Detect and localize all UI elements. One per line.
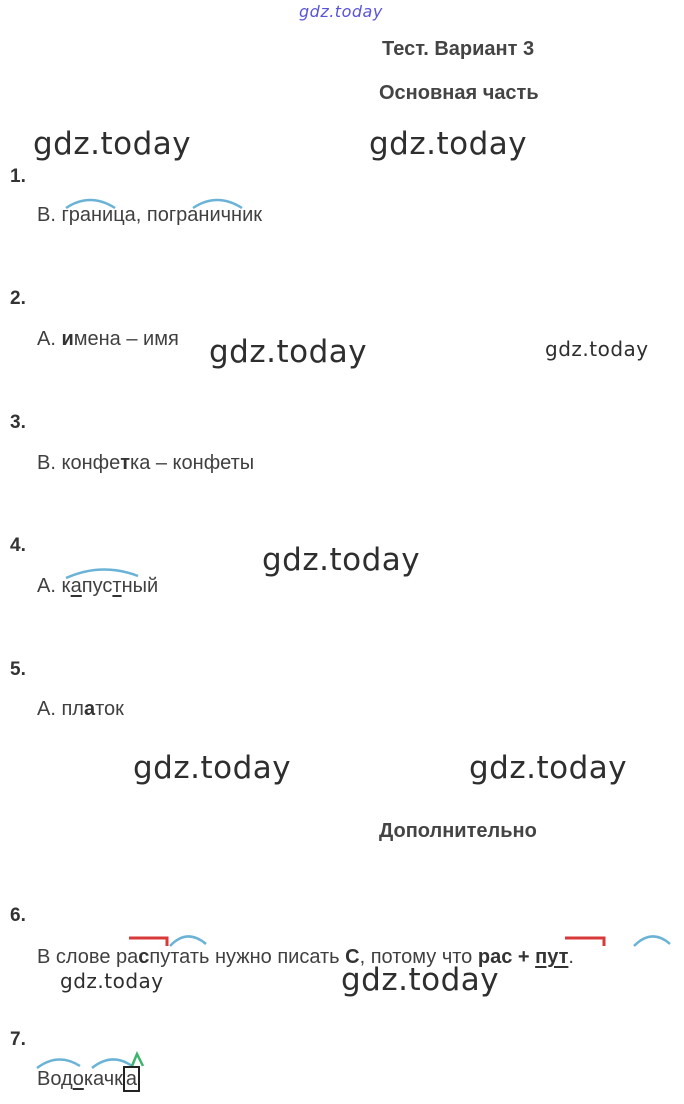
answer-underlined: т <box>112 575 122 597</box>
question-number: 4. <box>10 535 26 556</box>
answer-highlight: с <box>138 946 150 968</box>
answer-text: + <box>512 946 536 968</box>
answer-option: А. <box>37 698 56 720</box>
answer-text: пус <box>81 575 113 597</box>
answer-line <box>37 698 124 721</box>
answer-highlight: рас <box>477 946 513 968</box>
root-arc-mark <box>66 569 138 578</box>
answer-underlined: о <box>72 1068 84 1090</box>
watermark: gdz.today <box>209 334 368 370</box>
answer-text: конфе <box>61 452 121 474</box>
answer-text: путать нужно писать <box>149 946 346 968</box>
question-number: 1. <box>10 166 26 187</box>
answer-text: граница, пограничник <box>61 204 263 226</box>
answer-option: А. <box>37 328 56 350</box>
question-number: 3. <box>10 412 26 433</box>
answer-text: ка – конфеты <box>130 452 255 474</box>
section-title-main: Основная часть <box>379 82 539 104</box>
answer-text: Вод <box>37 1068 73 1090</box>
question-number: 6. <box>10 905 26 926</box>
answer-text: , потому что <box>359 946 478 968</box>
stress-mark <box>132 1054 143 1066</box>
question-number: 7. <box>10 1029 26 1050</box>
watermark-top: gdz.today <box>299 2 383 21</box>
answer-text: качк <box>83 1068 123 1090</box>
watermark: gdz.today <box>469 750 628 786</box>
answer-text: к <box>61 575 71 597</box>
answer-text: ток <box>95 698 124 720</box>
answer-text: . <box>568 946 574 968</box>
root-arc-mark <box>37 1059 80 1068</box>
answer-highlight: а <box>83 698 96 720</box>
watermark: gdz.today <box>133 750 292 786</box>
watermark: gdz.today <box>341 962 500 998</box>
page-title: Тест. Вариант 3 <box>382 38 535 60</box>
root-arc-marks <box>0 560 684 590</box>
answer-line <box>37 452 254 475</box>
root-arc-mark <box>193 200 242 208</box>
watermark: gdz.today <box>60 969 164 993</box>
answer-highlight: С <box>345 946 360 968</box>
answer-line <box>37 1068 140 1091</box>
answer-option: В. <box>37 452 56 474</box>
root-arc-mark <box>634 936 670 946</box>
answer-text: мена – имя <box>73 328 179 350</box>
watermark: gdz.today <box>545 337 649 361</box>
watermark: gdz.today <box>33 126 192 162</box>
watermark: gdz.today <box>369 126 528 162</box>
answer-highlight: пут <box>535 946 569 968</box>
root-arc-mark <box>66 200 115 208</box>
answer-text: В слове ра <box>37 946 139 968</box>
answer-line <box>37 328 179 351</box>
section-title-extra: Дополнительно <box>379 820 537 842</box>
question-number: 5. <box>10 659 26 680</box>
answer-text: пл <box>61 698 84 720</box>
answer-underlined: а <box>70 575 82 597</box>
ending-box: а <box>123 1066 140 1092</box>
answer-highlight: и <box>61 328 74 350</box>
answer-option: В. <box>37 204 56 226</box>
watermark: gdz.today <box>262 542 421 578</box>
prefix-mark <box>565 938 604 946</box>
answer-highlight: т <box>120 452 130 474</box>
question-number: 2. <box>10 288 26 309</box>
root-arc-mark <box>170 936 206 946</box>
answer-text: ный <box>121 575 159 597</box>
root-arc-marks <box>0 190 684 220</box>
prefix-mark <box>129 938 167 946</box>
answer-option: А. <box>37 575 56 597</box>
